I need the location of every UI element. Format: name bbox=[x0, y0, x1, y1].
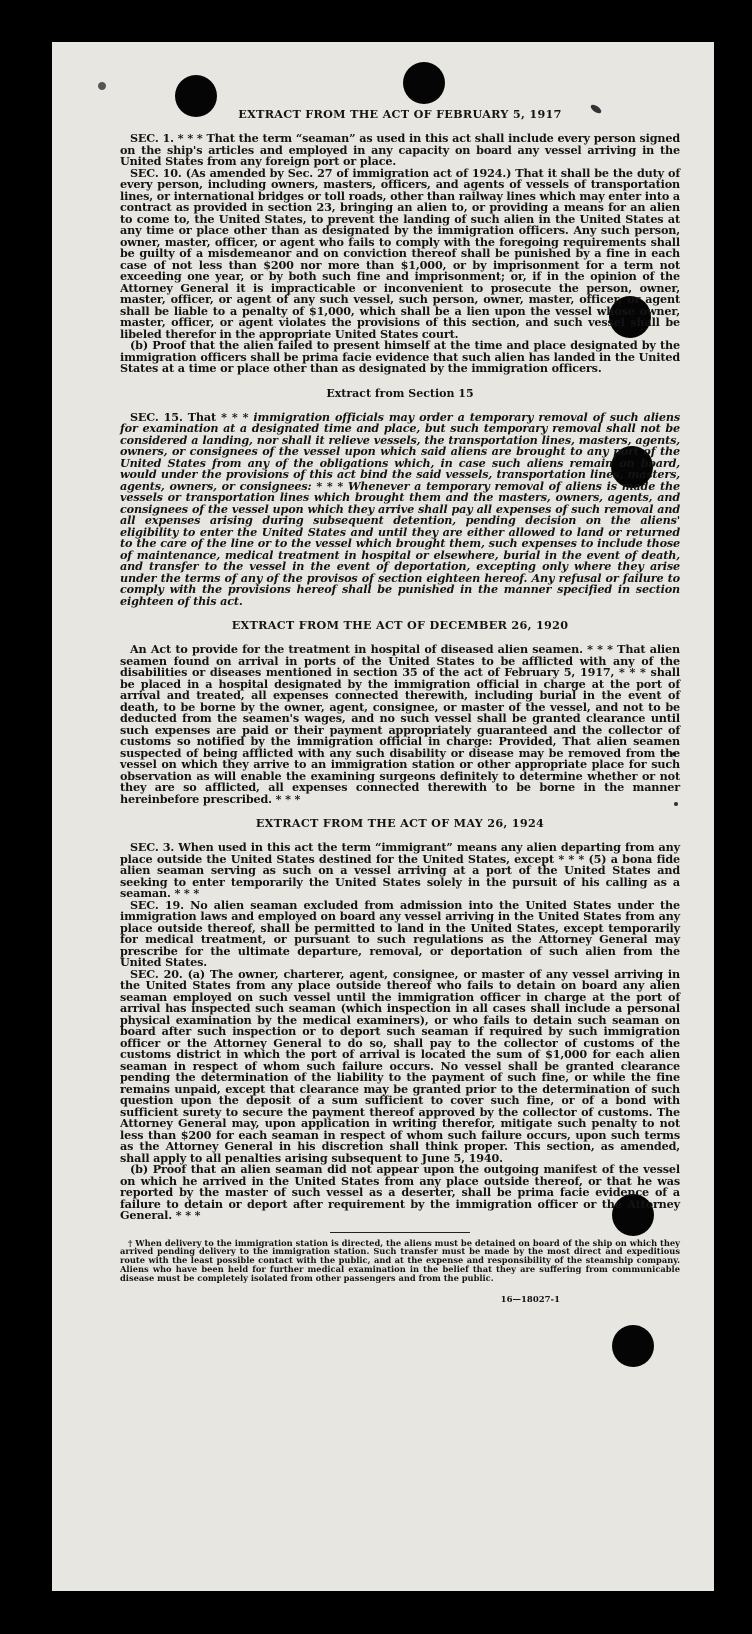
form-number: 16—18027-1 bbox=[500, 1295, 560, 1306]
ink-speck bbox=[98, 82, 106, 90]
punch-hole-top-center bbox=[403, 62, 445, 104]
heading-section-15: Extract from Section 15 bbox=[326, 386, 474, 400]
heading-act-dec-1920: EXTRACT FROM THE ACT OF DECEMBER 26, 1920 bbox=[231, 618, 569, 632]
section-20b-text: (b) Proof that an alien seaman did not appear upon the outgoing manifest of the vessel on which he arrived in the United States from any place outside thereof, or that he was reported by the master of such vessel as a deserter, shall be prima facie evidence of a failure to detain or deport after requirement by the immigration officer or the Attorney General. * * * bbox=[120, 1162, 680, 1222]
section-15-lead: SEC. 15. That * * * bbox=[130, 409, 254, 424]
section-1-text: SEC. 1. * * * That the term “seaman” as used in this act shall include every person signed on the ship's articles and employed in any capacity on board any vessel arriving in the United States from any foreign port or place. bbox=[120, 131, 680, 168]
punch-hole-right-4 bbox=[612, 1325, 654, 1367]
section-10b-text: (b) Proof that the alien failed to present himself at the time and place designated by the immigration officers shall be prima facie evidence that such alien has landed in the United States at a time or place other than as designated by the immigration officers. bbox=[120, 338, 680, 375]
section-15-text bbox=[120, 409, 680, 608]
section-20a-text: SEC. 20. (a) The owner, charterer, agent, consignee, or master of any vessel arriving in the United States from any place outside thereof who fails to detain on board any alien seaman employed on such vessel until the immigration officer in charge at the port of arrival has inspected such seaman (which inspection in all cases shall include a personal physical examination by the medical examiners), or who fails to detain such seaman on board after such inspection or to deport such seaman if required by such immigration officer or the Attorney General to do so, shall pay to the collector of customs of the customs district in which the port of arrival is located the sum of $1,000 for each alien seaman in respect of whom such failure occurs. No vessel shall be granted clearance pending the determination of the liability to the payment of such fine, or while the fine remains unpaid, except that clearance may be granted prior to the determination of such question upon the deposit of a sum sufficient to cover such fine, or of a bond with sufficient surety to secure the payment thereof approved by the collector of customs. The Attorney General may, upon application in writing therefor, mitigate such penalty to not less than $200 for each seaman in respect of whom such failure occurs, upon such terms as the Attorney General in his discretion shall think proper. This section, as amended, shall apply to all penalties arising subsequent to June 5, 1940. bbox=[120, 966, 680, 1165]
section-15-italic: immigration officials may order a temporary removal of such aliens for examination at a designated time and place, but such temporary removal shall not be considered a landing, nor shall it relieve vessels, the transportation lines, masters, agents, owners, or consignees of the vessel upon which said aliens are brought to any port of the United States from any of the obligations which, in case such aliens remain on board, would under the provisions of this act bind the said vessels, transportation lines, masters, agents, owners, or consignees: * * * Whenever a temporary removal of aliens is made the vessels or transportation lines which brought them and the masters, owners, agents, and consignees of the vessel upon which they arrive shall pay all expenses of such removal and all expenses arising during subsequent detention, pending decision on the aliens' eligibility to enter the United States and until they are either allowed to land or returned to the care of the line or to the vessel which brought them, such expenses to include those of maintenance, medical treatment in hospital or elsewhere, burial in the event of death, and transfer to the vessel in the event of deportation, excepting only where they arise under the terms of any of the provisos of section eighteen hereof. Any refusal or failure to comply with the provisions hereof shall be punished in the manner specified in section eighteen of this act. bbox=[120, 409, 680, 608]
section-19-text: SEC. 19. No alien seaman excluded from admission into the United States under the immigration laws and employed on board any vessel arriving in the United States from any place outside thereof, shall be permitted to land in the United States, except temporarily for medical treatment, or pursuant to such regulations as the Attorney General may prescribe for the ultimate departure, removal, or deportation of such alien from the United States. bbox=[120, 897, 680, 969]
footnote-text: † When delivery to the immigration station is directed, the aliens must be detained on board of the ship on which they arrived pending delivery to the immigration station. Such transfer must be made by the most direct and expeditious route with the least possible contact with the public, and at the expense and responsibility of the steamship company. Aliens who have been held for further medical examination in the belief that they are suffering from communicable disease must be completely isolated from other passengers and from the public. bbox=[120, 1237, 680, 1284]
document-page bbox=[52, 42, 714, 1591]
document-content bbox=[120, 108, 680, 1305]
heading-act-feb-1917: EXTRACT FROM THE ACT OF FEBRUARY 5, 1917 bbox=[238, 107, 562, 121]
section-10-text: SEC. 10. (As amended by Sec. 27 of immigration act of 1924.) That it shall be the duty of every person, including owners, masters, officers, and agents of vessels of transportation lines, or international bridges or toll roads, other than railway lines which may enter into a contract as provided in section 23, bringing an alien to, or providing a means for an alien to come to, the United States, to prevent the landing of such alien in the United States at any time or place other than as designated by the immigration officers. Any such person, owner, master, officer, or agent who fails to comply with the foregoing requirements shall be guilty of a misdemeanor and on conviction thereof shall be punished by a fine in each case of not less than $200 nor more than $1,000, or by imprisonment for a term not exceeding one year, or by both such fine and imprisonment; or, if in the opinion of the Attorney General it is impracticable or inconvenient to prosecute the person, owner, master, officer, or agent of any such vessel, such person, owner, master, officer, or agent shall be liable to a penalty of $1,000, which shall be a lien upon the vessel whose owner, master, officer, or agent violates the provisions of this section, and such vessel shall be libeled therefor in the appropriate United States court. bbox=[120, 165, 680, 341]
section-3-text: SEC. 3. When used in this act the term “immigrant” means any alien departing from any place outside the United States destined for the United States, except * * * (5) a bona fide alien seaman serving as such on a vessel arriving at a port of the United States and seeking to enter temporarily the United States solely in the pursuit of his calling as a seaman. * * * bbox=[120, 840, 680, 900]
act-1920-text: An Act to provide for the treatment in hospital of diseased alien seamen. * * * That alien seamen found on arrival in ports of the United States to be afflicted with any of the disabilities or diseases mentioned in section 35 of the act of February 5, 1917, * * * shall be placed in a hospital designated by the immigration official in charge at the port of arrival and treated, all expenses connected therewith, including burial in the event of death, to be borne by the owner, agent, consignee, or master of the vessel, and not to be deducted from the seamen's wages, and no such vessel shall be granted clearance until such expenses are paid or their payment appropriately guaranteed and the collector of customs so notified by the immigration official in charge: Provided, That alien seamen suspected of being afflicted with any such disability or disease may be removed from the vessel on which they arrive to an immigration station or other appropriate place for such observation as will enable the examining surgeons definitely to determine whether or not they are so afflicted, all expenses connected therewith to be borne in the manner hereinbefore prescribed. * * * bbox=[120, 642, 680, 806]
heading-act-may-1924: EXTRACT FROM THE ACT OF MAY 26, 1924 bbox=[255, 816, 545, 830]
